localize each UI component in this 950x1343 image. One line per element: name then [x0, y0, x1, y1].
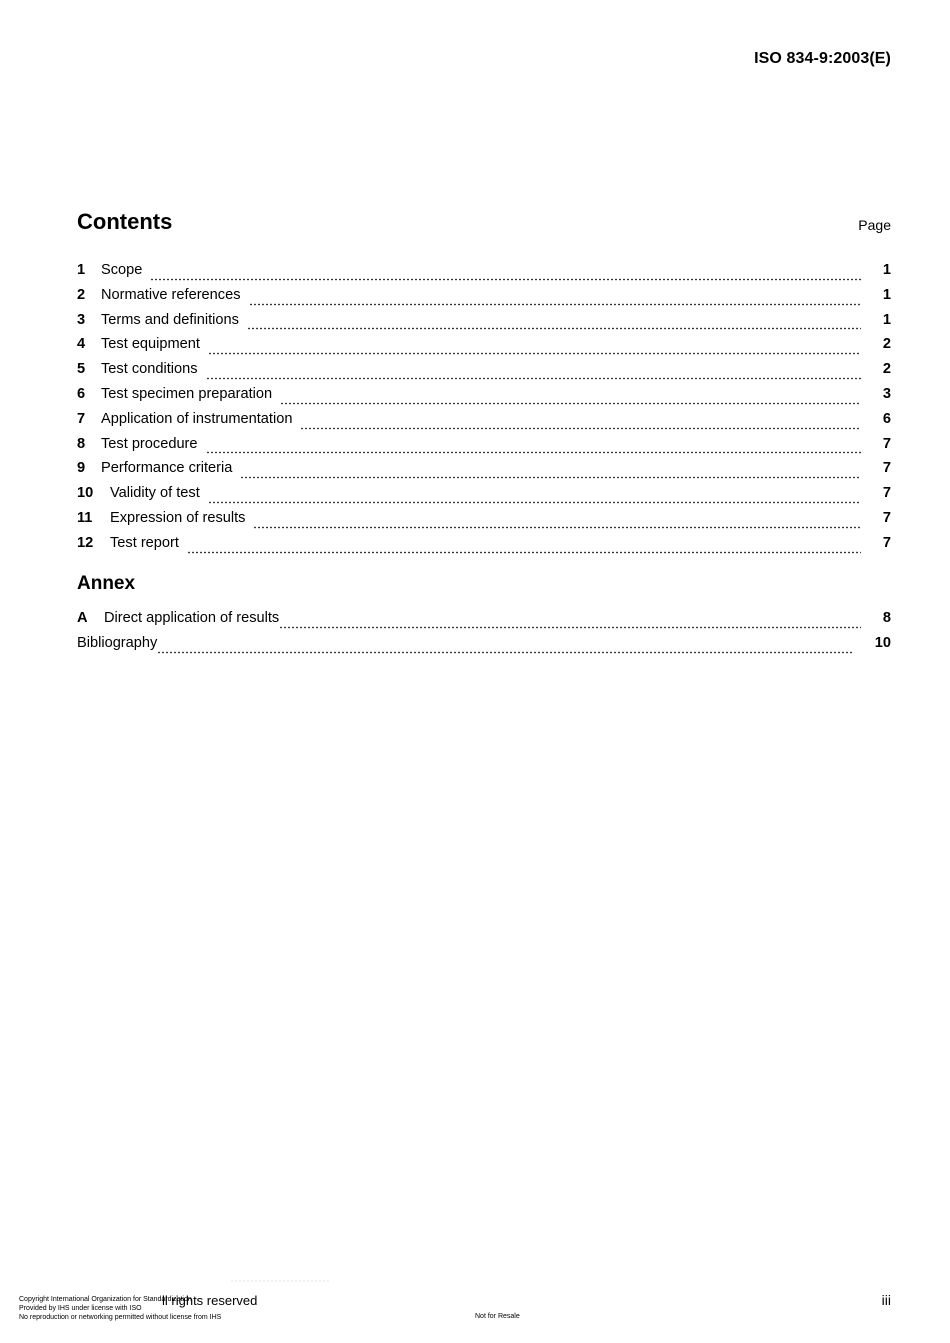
not-for-resale-text: Not for Resale [475, 1313, 520, 1320]
annex-entry-title: Direct application of results [104, 610, 280, 626]
dot-leader [206, 366, 861, 380]
dot-leader [240, 465, 861, 479]
annex-title: Annex [77, 573, 136, 594]
dot-leader [253, 515, 861, 529]
toc-entry-number: 2 [77, 286, 86, 303]
toc-entry-title: Terms and definitions [101, 311, 239, 328]
toc-entry-page: 7 [882, 534, 891, 551]
toc-entry-title: Expression of results [110, 509, 246, 526]
toc-entry-number: 4 [77, 336, 86, 353]
dot-leader [206, 440, 861, 454]
toc-entry-page: 1 [882, 286, 891, 303]
toc-entry[interactable] [77, 436, 891, 461]
toc-entry-number: 12 [77, 534, 94, 551]
toc-entry-title: Normative references [101, 286, 241, 303]
toc-entry-title: Test report [110, 534, 179, 551]
toc-entry-number: 11 [77, 509, 93, 526]
toc-entry-number: 10 [77, 485, 94, 502]
dot-leader [279, 615, 861, 629]
toc-entry-title: Performance criteria [101, 460, 233, 477]
toc-entry[interactable] [77, 411, 891, 436]
annex-entry-letter: A [77, 610, 88, 626]
reproduction-line: No reproduction or networking permitted without license from IHS [19, 1314, 222, 1321]
toc-entry-number: 9 [77, 460, 86, 477]
scan-artifact [230, 1279, 330, 1283]
toc-entry-number: 1 [77, 262, 86, 278]
dot-leader [187, 540, 861, 554]
document-id: ISO 834-9:2003(E) [754, 50, 891, 67]
toc-entry[interactable] [77, 386, 891, 411]
page-column-label: Page [858, 217, 891, 233]
toc-entry-page: 7 [882, 485, 891, 502]
toc-entry-title: Test conditions [101, 361, 198, 378]
bibliography-page: 10 [874, 634, 891, 651]
dot-leader [208, 490, 861, 504]
annex-entry-page: 8 [882, 610, 891, 626]
toc-entry-number: 8 [77, 435, 86, 452]
toc-entry[interactable] [77, 262, 891, 287]
toc-entry-title: Scope [101, 262, 143, 278]
toc-entry[interactable] [77, 485, 891, 510]
toc-entry-page: 1 [882, 262, 891, 278]
contents-title: Contents [77, 209, 173, 234]
dot-leader [247, 316, 861, 330]
toc-entry[interactable] [77, 535, 891, 560]
copyright-line: Copyright International Organization for Standardization [19, 1296, 192, 1303]
toc-entry-number: 3 [77, 311, 86, 328]
toc-entry-page: 3 [882, 385, 891, 402]
bibliography-title: Bibliography [77, 634, 158, 651]
toc-entry[interactable] [77, 361, 891, 386]
toc-entry[interactable] [77, 312, 891, 337]
toc-entry[interactable] [77, 336, 891, 361]
toc-entry-page: 2 [882, 361, 891, 378]
license-line: Provided by IHS under license with ISO [19, 1305, 142, 1312]
annex-list [77, 610, 891, 660]
toc-entry[interactable] [77, 287, 891, 312]
toc-entry-page: 7 [882, 509, 891, 526]
dot-leader [150, 267, 861, 281]
dot-leader [280, 391, 861, 405]
annex-entry[interactable] [77, 610, 891, 635]
toc-entry-number: 7 [77, 410, 86, 427]
toc-entry-number: 6 [77, 385, 86, 402]
toc-entry-title: Test equipment [101, 336, 200, 353]
bibliography-entry[interactable] [77, 635, 891, 660]
toc-entry-title: Validity of test [110, 485, 200, 502]
toc-entry-title: Application of instrumentation [101, 410, 293, 427]
toc-entry[interactable] [77, 460, 891, 485]
toc-entry-page: 2 [882, 336, 891, 353]
toc-entry-page: 7 [882, 435, 891, 452]
toc-entry[interactable] [77, 510, 891, 535]
dot-leader [157, 640, 852, 654]
toc-entry-page: 7 [882, 460, 891, 477]
dot-leader [300, 416, 861, 430]
toc-entry-page: 1 [882, 311, 891, 328]
toc-entry-title: Test specimen preparation [101, 385, 273, 402]
dot-leader [208, 341, 861, 355]
rights-reserved-text: ll rights reserved [162, 1293, 258, 1308]
table-of-contents [77, 262, 891, 560]
page-number: iii [881, 1292, 891, 1308]
dot-leader [249, 292, 861, 306]
toc-entry-page: 6 [882, 410, 891, 427]
toc-entry-title: Test procedure [101, 435, 198, 452]
toc-entry-number: 5 [77, 361, 86, 378]
